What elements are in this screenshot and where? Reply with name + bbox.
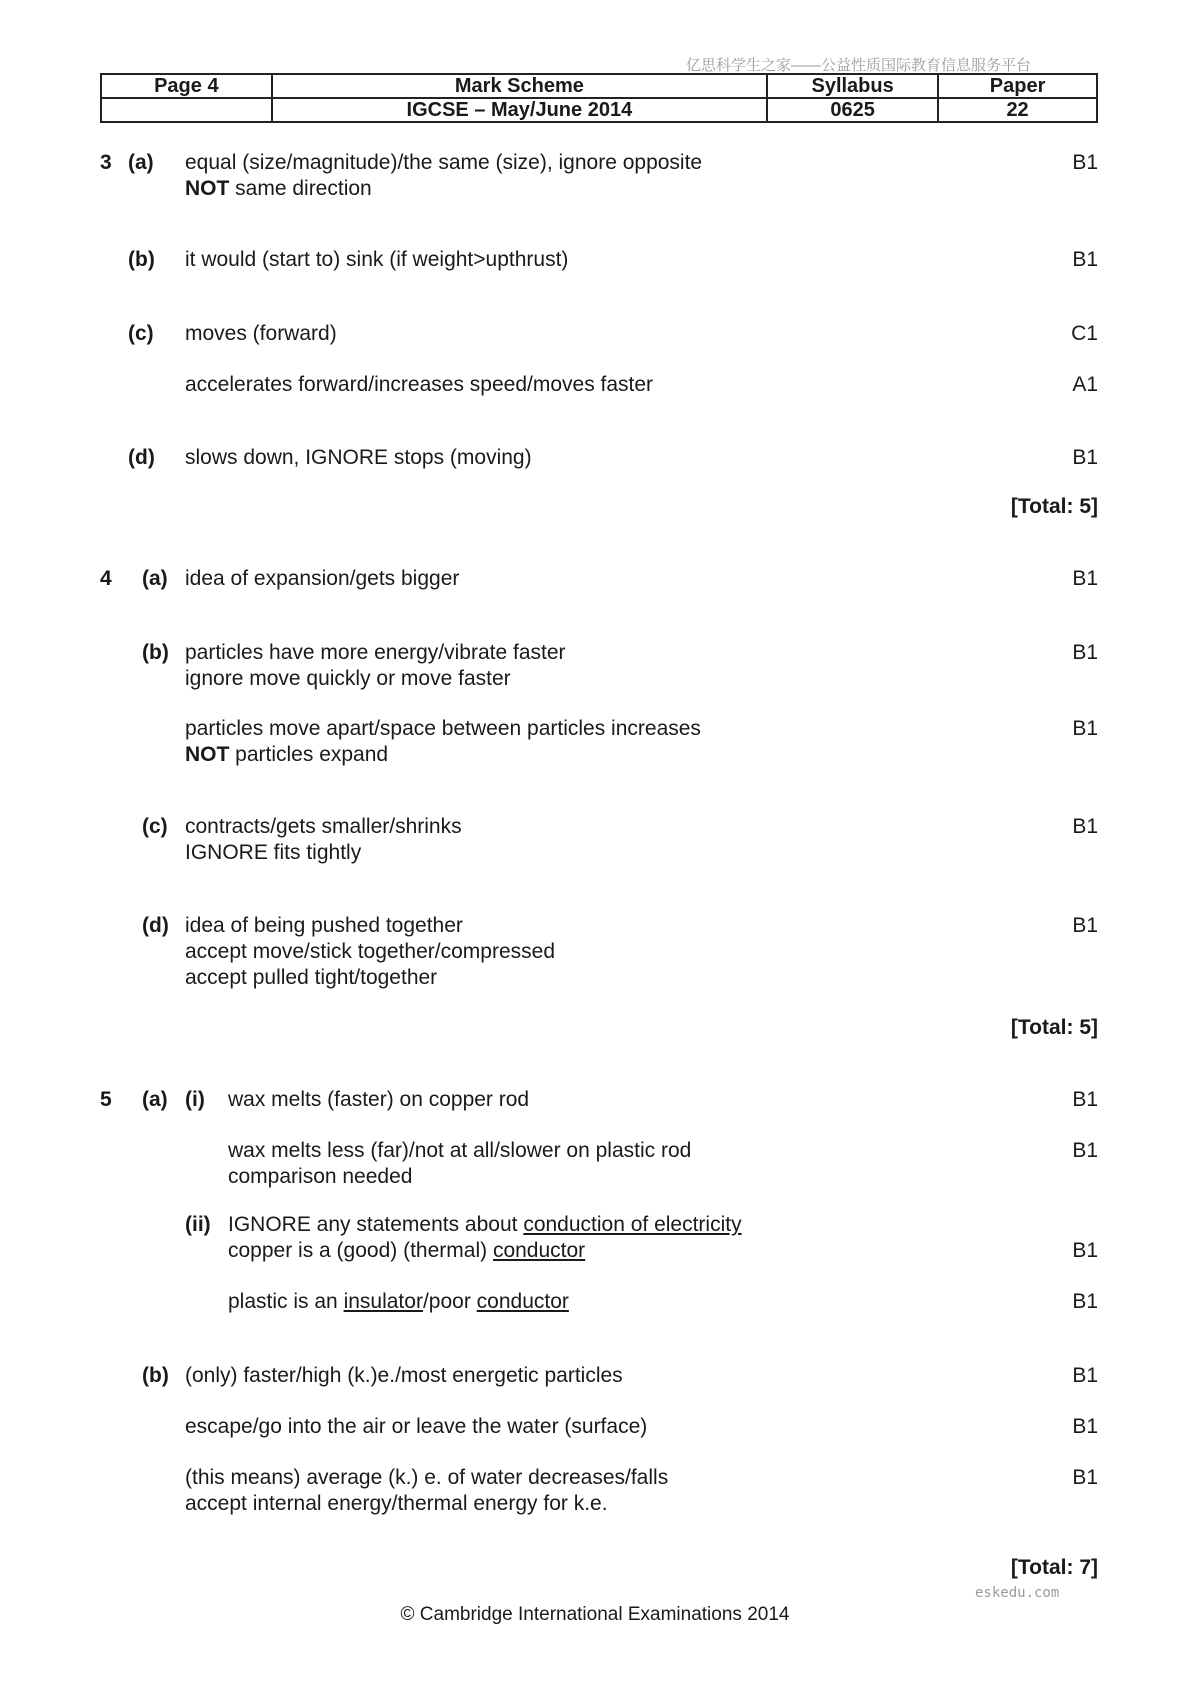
q3-b-line1: it would (start to) sink (if weight>upthrust) xyxy=(185,248,569,271)
header-empty xyxy=(101,98,272,122)
question-number-5: 5 xyxy=(100,1088,112,1111)
q5-b-mark1: B1 xyxy=(1072,1364,1098,1387)
q3-b-mark: B1 xyxy=(1072,248,1098,271)
q3-c-line2: accelerates forward/increases speed/moves faster xyxy=(185,373,654,396)
q5-a-i-mark1: B1 xyxy=(1072,1088,1098,1111)
q3-a-mark: B1 xyxy=(1072,151,1098,174)
q4-b-mark2: B1 xyxy=(1072,717,1098,740)
q3-d-line1: slows down, IGNORE stops (moving) xyxy=(185,446,532,469)
q5-a-ii-line3 xyxy=(228,1289,569,1315)
header-page: Page 4 xyxy=(101,74,272,98)
q5-b-answer3 xyxy=(185,1465,668,1517)
q3-c-mark1: C1 xyxy=(1071,322,1098,345)
q5-a-i-label: (i) xyxy=(185,1088,205,1111)
q3-a-line2-text: same direction xyxy=(229,177,372,200)
q4-b-line3: particles move apart/space between particles increases xyxy=(185,717,701,740)
q3-a-answer xyxy=(185,150,702,202)
q3-d-mark: B1 xyxy=(1072,446,1098,469)
header-syllabus-label: Syllabus xyxy=(767,74,938,98)
q5-a-ii-mark1: B1 xyxy=(1072,1239,1098,1262)
q5-a-ii-line3-mid: /poor xyxy=(422,1290,477,1313)
q3-b-label: (b) xyxy=(128,248,155,271)
q3-a-label: (a) xyxy=(128,151,154,174)
q4-b-not: NOT xyxy=(185,743,230,766)
q5-b-line1: (only) faster/high (k.)e./most energetic particles xyxy=(185,1364,623,1387)
q4-c-line1: contracts/gets smaller/shrinks xyxy=(185,815,462,838)
question-number-3: 3 xyxy=(100,151,112,174)
q4-d-label: (d) xyxy=(142,914,169,937)
q5-a-ii-label: (ii) xyxy=(185,1213,211,1236)
q5-a-i-line2: wax melts less (far)/not at all/slower on plastic rod xyxy=(228,1139,692,1162)
q5-b-line2: escape/go into the air or leave the water (surface) xyxy=(185,1415,648,1438)
q5-a-ii-answer1 xyxy=(228,1212,742,1264)
q4-d-mark: B1 xyxy=(1072,914,1098,937)
q5-b-label: (b) xyxy=(142,1364,169,1387)
q4-a-line1: idea of expansion/gets bigger xyxy=(185,567,460,590)
q4-d-answer xyxy=(185,913,555,991)
footer-copyright: © Cambridge International Examinations 2014 xyxy=(400,1604,790,1625)
header-syllabus: 0625 xyxy=(767,98,938,122)
q4-b-answer1 xyxy=(185,640,566,692)
q4-b-mark1: B1 xyxy=(1072,641,1098,664)
q5-b-mark2: B1 xyxy=(1072,1415,1098,1438)
q4-a-label: (a) xyxy=(142,567,168,590)
header-title: Mark Scheme xyxy=(272,74,767,98)
q3-total: [Total: 5] xyxy=(1010,495,1098,518)
q4-b-line2: ignore move quickly or move faster xyxy=(185,667,511,690)
q4-d-line3: accept pulled tight/together xyxy=(185,966,438,989)
q3-c-label: (c) xyxy=(128,322,154,345)
watermark-top: 亿思科学生之家——公益性质国际教育信息服务平台 xyxy=(686,57,1032,74)
q5-a-i-mark2: B1 xyxy=(1072,1139,1098,1162)
q5-a-ii-line1-underlined: conduction of electricity xyxy=(523,1213,742,1236)
q5-b-mark3: B1 xyxy=(1072,1466,1098,1489)
header-table xyxy=(100,73,1098,123)
q5-b-line3: (this means) average (k.) e. of water decreases/falls xyxy=(185,1466,669,1489)
q5-a-ii-mark2: B1 xyxy=(1072,1290,1098,1313)
q4-c-answer xyxy=(185,814,462,866)
q5-a-ii-line2-underlined: conductor xyxy=(492,1239,586,1262)
header-paper-label: Paper xyxy=(938,74,1097,98)
q4-b-line1: particles have more energy/vibrate faster xyxy=(185,641,566,664)
q4-b-line4 xyxy=(185,742,701,768)
q4-c-line2: IGNORE fits tightly xyxy=(185,841,362,864)
q4-d-line1: idea of being pushed together xyxy=(185,914,463,937)
question-number-4: 4 xyxy=(100,567,112,590)
q4-c-label: (c) xyxy=(142,815,168,838)
q3-d-label: (d) xyxy=(128,446,155,469)
q5-a-ii-line1 xyxy=(228,1212,742,1238)
q5-a-ii-line3-text: plastic is an xyxy=(228,1290,344,1313)
q4-d-line2: accept move/stick together/compressed xyxy=(185,940,556,963)
q5-b-line4: accept internal energy/thermal energy for k.e. xyxy=(185,1492,608,1515)
q5-total: [Total: 7] xyxy=(1010,1556,1098,1579)
q4-c-mark: B1 xyxy=(1072,815,1098,838)
q4-b-label: (b) xyxy=(142,641,169,664)
q5-a-ii-conductor: conductor xyxy=(476,1290,569,1313)
header-session: IGCSE – May/June 2014 xyxy=(272,98,767,122)
q3-c-mark2: A1 xyxy=(1072,373,1098,396)
q4-total: [Total: 5] xyxy=(1010,1016,1098,1039)
q5-a-ii-line2-text: copper is a (good) (thermal) xyxy=(228,1239,493,1262)
q5-a-ii-line2 xyxy=(228,1238,742,1264)
q3-a-line1: equal (size/magnitude)/the same (size), ignore opposite xyxy=(185,151,703,174)
q5-a-i-answer2 xyxy=(228,1138,691,1190)
q4-b-answer2 xyxy=(185,716,701,768)
q3-c-line1: moves (forward) xyxy=(185,322,337,345)
watermark-bottom: eskedu.com xyxy=(975,1585,1060,1601)
q3-a-line2 xyxy=(185,176,702,202)
q3-a-not: NOT xyxy=(185,177,230,200)
q5-a-ii-insulator: insulator xyxy=(343,1290,423,1313)
q4-a-mark: B1 xyxy=(1072,567,1098,590)
header-paper: 22 xyxy=(938,98,1097,122)
q5-a-ii-line1-text: IGNORE any statements about xyxy=(228,1213,524,1236)
q5-a-label: (a) xyxy=(142,1088,168,1111)
q5-a-i-line3: comparison needed xyxy=(228,1165,413,1188)
q5-a-i-line1: wax melts (faster) on copper rod xyxy=(228,1088,530,1111)
q4-b-line4-text: particles expand xyxy=(229,743,389,766)
